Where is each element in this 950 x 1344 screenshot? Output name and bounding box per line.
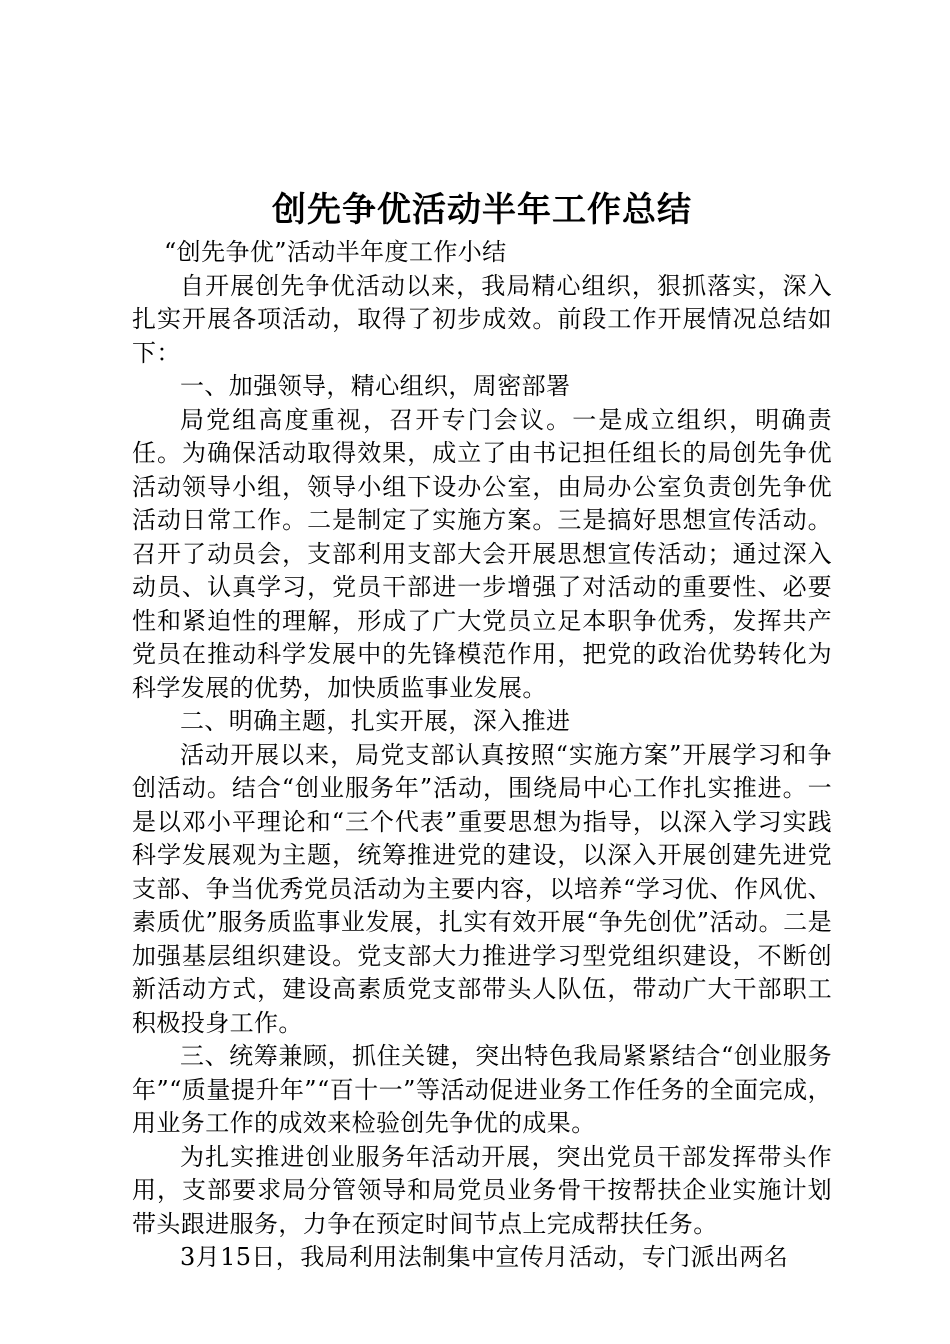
paragraph-march: 3月15日，我局利用法制集中宣传月活动，专门派出两名 xyxy=(180,1243,789,1271)
paragraph-section-1: 局党组高度重视，召开专门会议。一是成立组织，明确责任。为确保活动取得效果，成立了由书记担任组长的局创先争优活动领导小组，领导小组下设办公室，由局办公室负责创先争优活动日常工作。二是制定了实施方案。三是搞好思想宣传活动。召开了动员会，支部利用支部大会开展思想宣传活动；通过深入动员、认真学习，党员干部进一步增强了对活动的重要性、必要性和紧迫性的理解，形成了广大党员立足本职争优秀，发挥共产党员在推动科学发展中的先锋模范作用，把党的政治优势转化为科学发展的优势，加快质监事业发展。 xyxy=(132,405,832,702)
document-subtitle: “创先争优”活动半年度工作小结 xyxy=(164,238,507,266)
paragraph-section-3: 三、统筹兼顾，抓住关键，突出特色我局紧紧结合“创业服务年”“质量提升年”“百十一”等活动促进业务工作任务的全面完成，用业务工作的成效来检验创先争优的成果。 xyxy=(132,1042,832,1137)
paragraph-intro: 自开展创先争优活动以来，我局精心组织，狠抓落实，深入扎实开展各项活动，取得了初步成效。前段工作开展情况总结如下： xyxy=(132,271,832,367)
paragraph-section-2: 活动开展以来，局党支部认真按照“实施方案”开展学习和争创活动。结合“创业服务年”活动，围绕局中心工作扎实推进。一是以邓小平理论和“三个代表”重要思想为指导，以深入学习实践科学发展观为主题，统筹推进党的建设，以深入开展创建先进党支部、争当优秀党员活动为主要内容，以培养“学习优、作风优、素质优”服务质监事业发展，扎实有效开展“争先创优”活动。二是加强基层组织建设。党支部大力推进学习型党组织建设，不断创新活动方式，建设高素质党支部带头人队伍，带动广大干部职工积极投身工作。 xyxy=(132,740,832,1037)
document-page xyxy=(132,184,832,1275)
section-heading-2: 二、明确主题，扎实开展，深入推进 xyxy=(180,707,571,735)
document-title: 创先争优活动半年工作总结 xyxy=(272,190,692,230)
paragraph-support: 为扎实推进创业服务年活动开展，突出党员干部发挥带头作用，支部要求局分管领导和局党员业务骨干按帮扶企业实施计划带头跟进服务，力争在预定时间节点上完成帮扶任务。 xyxy=(132,1142,832,1238)
section-heading-1: 一、加强领导，精心组织，周密部署 xyxy=(180,372,571,400)
